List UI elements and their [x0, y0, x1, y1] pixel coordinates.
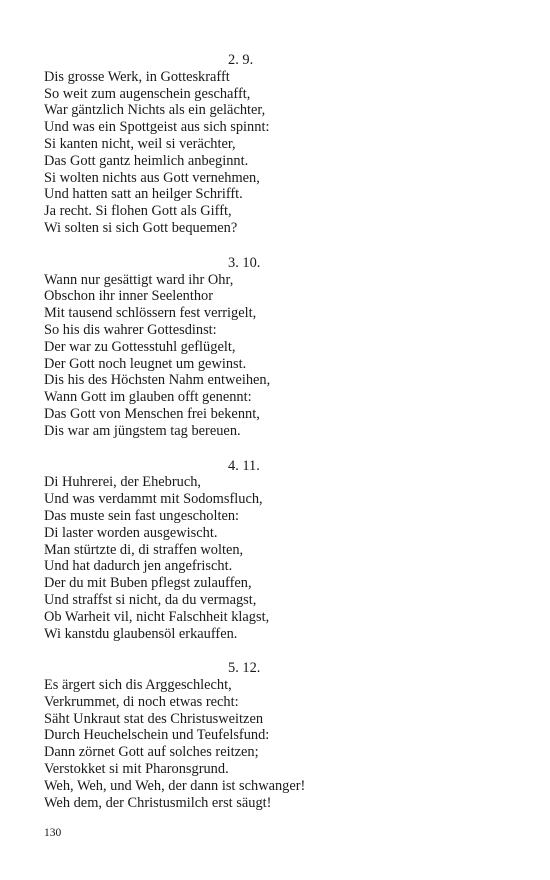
verse-line: Wi kanstdu glaubensöl erkauffen. — [44, 625, 238, 642]
verse-line: Verstokket si mit Pharonsgrund. — [44, 761, 229, 778]
verse-line: Dann zörnet Gott auf solches reitzen; — [44, 744, 259, 761]
verse-line: Das Gott von Menschen frei bekennt, — [44, 405, 260, 422]
verse-line: Der du mit Buben pflegst zulauffen, — [44, 575, 252, 592]
verse-line: Das Gott gantz heimlich anbeginnt. — [44, 152, 249, 169]
verse-line: Dis his des Höchsten Nahm entweihen, — [44, 372, 271, 389]
stanza-3 — [44, 458, 514, 643]
verse-line: Wi solten si sich Gott bequemen? — [44, 219, 238, 236]
verse-line: Der Gott noch leugnet um gewinst. — [44, 355, 247, 372]
verse-line: Wann Gott im glauben offt genennt: — [44, 389, 252, 406]
verse-line: Mit tausend schlössern fest verrigelt, — [44, 305, 257, 322]
verse-line: Si kanten nicht, weil si verächter, — [44, 135, 236, 152]
verse-line: Durch Heuchelschein und Teufelsfund: — [44, 727, 270, 744]
verse-line: Dis grosse Werk, in Gotteskrafft — [44, 68, 230, 85]
verse-line: So weit zum augenschein geschafft, — [44, 85, 251, 102]
verse-line: Es ärgert sich dis Arggeschlecht, — [44, 677, 232, 694]
verse-line: Ja recht. Si flohen Gott als Gifft, — [44, 203, 232, 220]
verse-line: Säht Unkraut stat des Christusweitzen — [44, 710, 264, 727]
verse-line: Weh, Weh, und Weh, der dann ist schwanger! — [44, 777, 306, 794]
verse-line: War gäntzlich Nichts als ein gelächter, — [44, 102, 266, 119]
verse-line: So his dis wahrer Gottesdinst: — [44, 321, 217, 338]
verse-line: Si wolten nichts aus Gott vernehmen, — [44, 169, 260, 186]
stanza-number: 4. 11. — [228, 457, 260, 474]
verse-line: Und hat dadurch jen angefrischt. — [44, 558, 233, 575]
verse-line: Das muste sein fast ungescholten: — [44, 507, 240, 524]
verse-line: Obschon ihr inner Seelenthor — [44, 288, 214, 305]
verse-line: Man stürtzte di, di straffen wolten, — [44, 541, 244, 558]
verse-line: Und was ein Spottgeist aus sich spinnt: — [44, 119, 270, 136]
stanza-4 — [44, 660, 514, 811]
verse-line: Dis war am jüngstem tag bereuen. — [44, 422, 241, 439]
verse-line: Ob Warheit vil, nicht Falschheit klagst, — [44, 608, 270, 625]
verse-line: Wann nur gesättigt ward ihr Ohr, — [44, 271, 234, 288]
verse-line: Der war zu Gottesstuhl geflügelt, — [44, 338, 236, 355]
stanza-number: 5. 12. — [228, 660, 261, 677]
verse-line: Weh dem, der Christusmilch erst säugt! — [44, 794, 272, 811]
verse-line: Und hatten satt an heilger Schrifft. — [44, 186, 243, 203]
verse-line: Und straffst si nicht, da du vermagst, — [44, 591, 257, 608]
stanza-number: 2. 9. — [228, 52, 254, 68]
stanza-2 — [44, 255, 514, 440]
stanza-1 — [44, 52, 514, 237]
verse-line: Verkrummet, di noch etwas recht: — [44, 693, 239, 710]
stanza-number: 3. 10. — [228, 254, 261, 271]
verse-line: Di Huhrerei, der Ehebruch, — [44, 474, 202, 491]
verse-line: Und was verdammt mit Sodomsfluch, — [44, 491, 263, 508]
poem-text — [44, 52, 514, 829]
page-number: 130 — [44, 827, 62, 839]
verse-line: Di laster worden ausgewischt. — [44, 524, 218, 541]
